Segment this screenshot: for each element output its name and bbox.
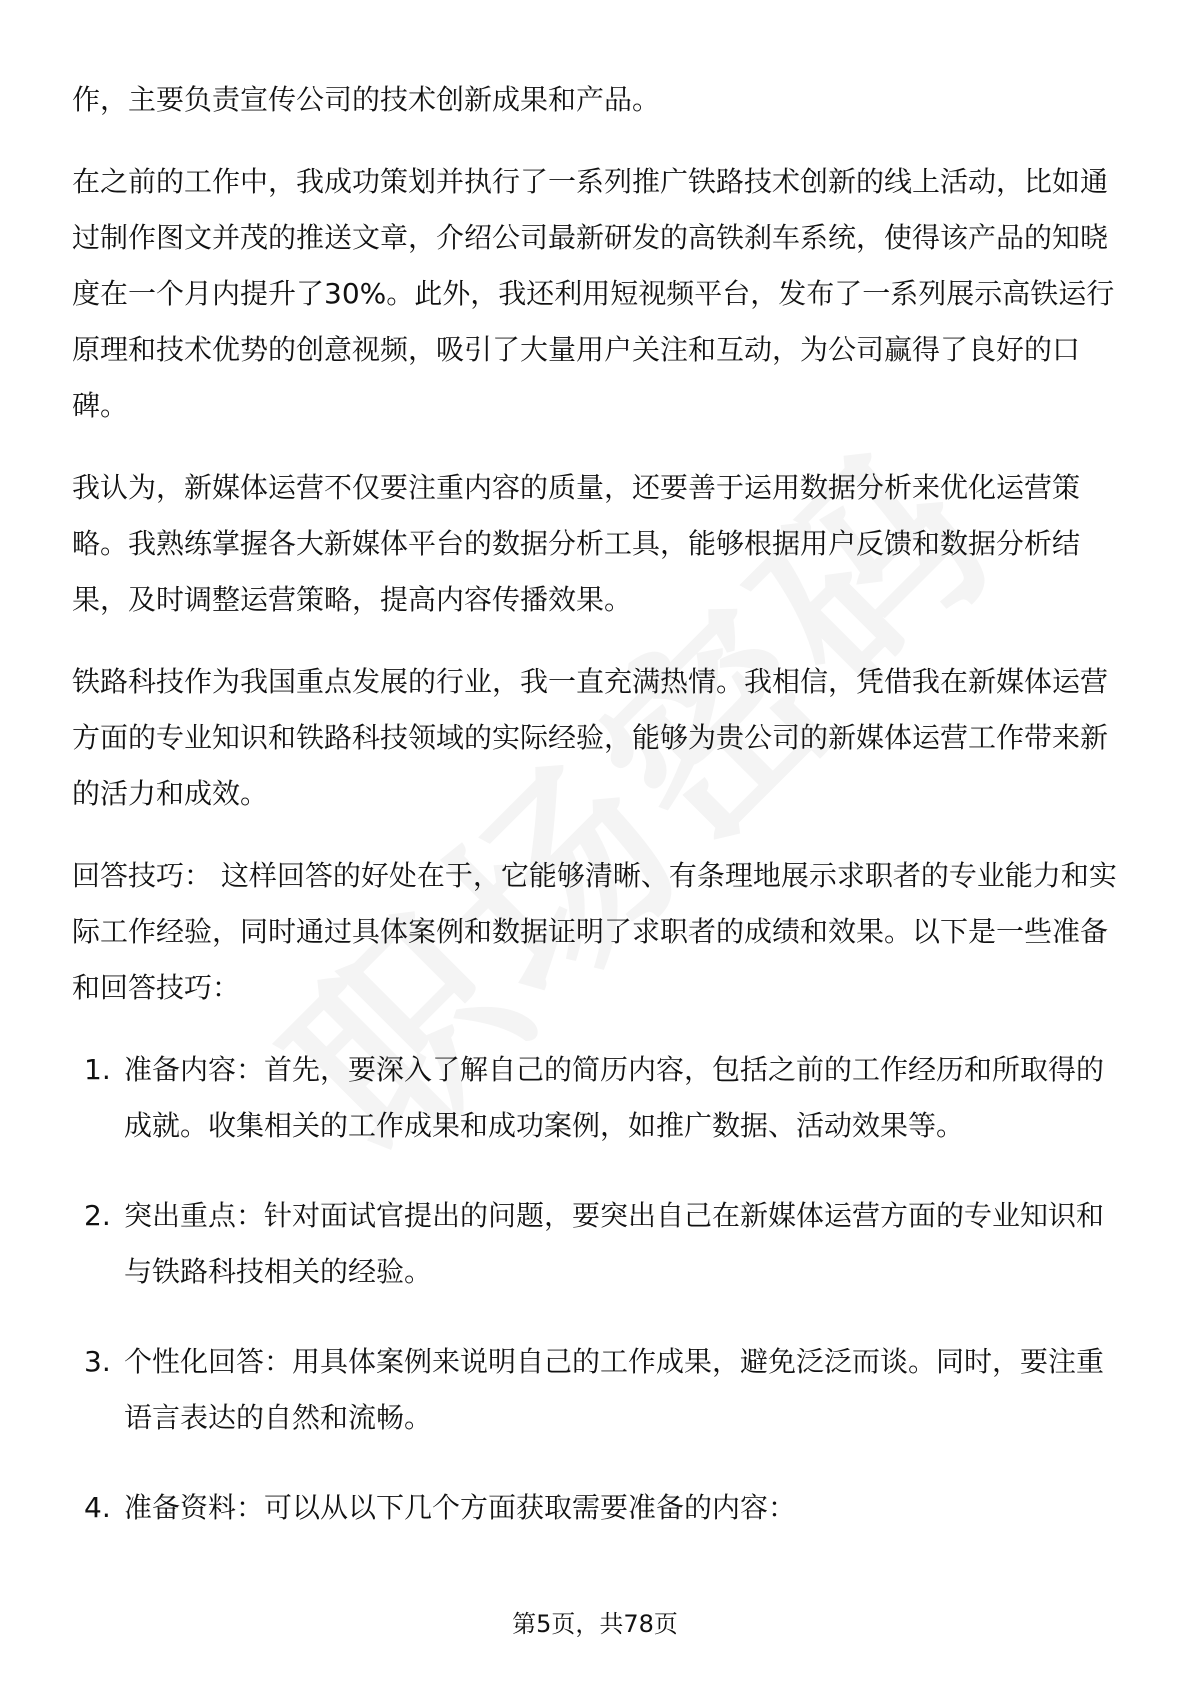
paragraph: 回答技巧： 这样回答的好处在于，它能够清晰、有条理地展示求职者的专业能力和实际工作经验，同时通过具体案例和数据证明了求职者的成绩和效果。以下是一些准备和回答技巧： [72, 859, 1117, 1004]
list-item [72, 1334, 1122, 1446]
tips-list [72, 1042, 1122, 1536]
paragraph: 作，主要负责宣传公司的技术创新成果和产品。 [72, 83, 661, 116]
paragraph: 我认为，新媒体运营不仅要注重内容的质量，还要善于运用数据分析来优化运营策略。我熟练掌握各大新媒体平台的数据分析工具，能够根据用户反馈和数据分析结果，及时调整运营策略，提高内容传播效果。 [72, 471, 1081, 616]
list-number: 1. [84, 1053, 111, 1086]
page-number: 第5页，共78页 [512, 1610, 678, 1638]
paragraph: 在之前的工作中，我成功策划并执行了一系列推广铁路技术创新的线上活动，比如通过制作图文并茂的推送文章，介绍公司最新研发的高铁刹车系统，使得该产品的知晓度在一个月内提升了30%。此外，我还利用短视频平台，发布了一系列展示高铁运行原理和技术优势的创意视频，吸引了大量用户关注和互动，为公司赢得了良好的口碑。 [72, 165, 1115, 422]
list-text: 准备资料：可以从以下几个方面获取需要准备的内容： [124, 1491, 797, 1524]
list-number: 3. [84, 1345, 111, 1378]
list-number: 2. [84, 1199, 111, 1232]
list-number: 4. [84, 1491, 111, 1524]
list-text: 突出重点：针对面试官提出的问题，要突出自己在新媒体运营方面的专业知识和与铁路科技相关的经验。 [124, 1199, 1105, 1288]
paragraph: 铁路科技作为我国重点发展的行业，我一直充满热情。我相信，凭借我在新媒体运营方面的专业知识和铁路科技领域的实际经验，能够为贵公司的新媒体运营工作带来新的活力和成效。 [72, 665, 1109, 810]
list-text: 准备内容：首先，要深入了解自己的简历内容，包括之前的工作经历和所取得的成就。收集相关的工作成果和成功案例，如推广数据、活动效果等。 [124, 1053, 1105, 1142]
list-item [72, 1480, 1122, 1536]
document-body [72, 72, 1122, 1570]
list-item [72, 1042, 1122, 1154]
list-text: 个性化回答：用具体案例来说明自己的工作成果，避免泛泛而谈。同时，要注重语言表达的自然和流畅。 [124, 1345, 1105, 1434]
list-item [72, 1188, 1122, 1300]
